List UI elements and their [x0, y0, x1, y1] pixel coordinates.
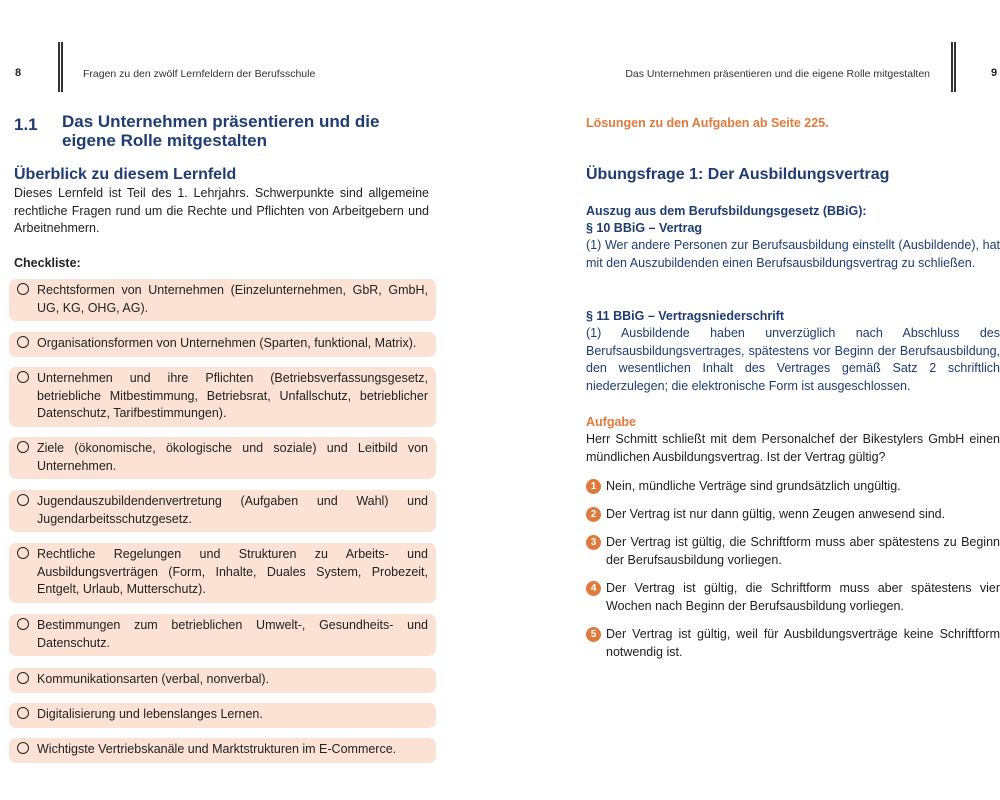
checkbox-circle-icon[interactable]	[17, 441, 29, 453]
overview-text: Dieses Lernfeld ist Teil des 1. Lehrjahrs. Schwerpunkte sind allgemeine rechtliche Fragen rund um die Rechte und Pflichten von Arbeitgebern und Arbeitnehmern.	[14, 186, 429, 235]
option-number-badge: 1	[586, 479, 601, 494]
checklist-item[interactable]	[9, 332, 436, 357]
checkbox-circle-icon[interactable]	[17, 707, 29, 719]
checklist-item[interactable]	[9, 279, 436, 321]
paragraph-10-heading: § 10 BBiG – Vertrag	[586, 221, 703, 235]
question-heading: Übungsfrage 1: Der Ausbildungsvertrag	[586, 166, 890, 183]
option-number-badge: 3	[586, 535, 601, 550]
checklist-item-text: Organisationsformen von Unternehmen (Sparten, funktional, Matrix).	[37, 336, 417, 350]
option-number-badge: 5	[586, 627, 601, 642]
paragraph-11-text: (1) Ausbildende haben unverzüglich nach Abschluss des Berufsausbildungsvertrages, spätestens vor Beginn der Berufsausbildung, den wesentlichen Inhalt des Vertrages gemäß Satz 2 schriftlich niederzulegen; die elektronische Form ist ausgeschlossen.	[586, 326, 1000, 393]
header-divider	[951, 42, 956, 92]
checklist-item[interactable]	[9, 367, 436, 427]
section-title: Das Unternehmen präsentieren und die eigene Rolle mitgestalten	[62, 112, 380, 150]
checklist-item-text: Ziele (ökonomische, ökologische und soziale) und Leitbild von Unternehmen.	[37, 441, 428, 473]
answer-option[interactable]	[586, 506, 1000, 524]
answer-option[interactable]	[586, 478, 1000, 496]
answer-option-text: Der Vertrag ist gültig, weil für Ausbildungsverträge keine Schriftform notwendig ist.	[606, 627, 1000, 659]
checklist-item-text: Unternehmen und ihre Pflichten (Betriebsverfassungsgesetz, betriebliche Mitbestimmung, Betriebsrat, Unfallschutz, betrieblicher Datenschutz, Tarifbestimmungen).	[37, 371, 428, 420]
task-heading: Aufgabe	[586, 415, 636, 429]
solutions-note: Lösungen zu den Aufgaben ab Seite 225.	[586, 116, 829, 130]
checklist-item-text: Bestimmungen zum betrieblichen Umwelt-, Gesundheits- und Datenschutz.	[37, 618, 428, 650]
answer-option[interactable]	[586, 626, 1000, 661]
running-header: Fragen zu den zwölf Lernfeldern der Berufsschule	[83, 68, 316, 80]
checklist-item[interactable]	[9, 668, 436, 693]
checkbox-circle-icon[interactable]	[17, 547, 29, 559]
checkbox-circle-icon[interactable]	[17, 618, 29, 630]
checklist-label: Checkliste:	[14, 256, 81, 270]
checklist-item[interactable]	[9, 437, 436, 479]
page-number: 8	[15, 67, 22, 79]
paragraph-10-text: (1) Wer andere Personen zur Berufsausbildung einstellt (Ausbildende), hat mit den Auszubildenden einen Berufsausbildungsvertrag zu schließen.	[586, 238, 1000, 270]
checklist-item-text: Wichtigste Vertriebskanäle und Marktstrukturen im E-Commerce.	[37, 742, 397, 756]
answer-option-text: Der Vertrag ist gültig, die Schriftform muss aber spätestens vier Wochen nach Beginn der Berufsausbildung vorliegen.	[606, 581, 1000, 613]
checklist-item[interactable]	[9, 614, 436, 656]
option-number-badge: 2	[586, 507, 601, 522]
checklist-item-text: Kommunikationsarten (verbal, nonverbal).	[37, 672, 270, 686]
checkbox-circle-icon[interactable]	[17, 742, 29, 754]
right-page	[500, 0, 1000, 800]
checklist-item-text: Digitalisierung und lebenslanges Lernen.	[37, 707, 263, 721]
section-number: 1.1	[14, 115, 38, 134]
task-text: Herr Schmitt schließt mit dem Personalchef der Bikestylers GmbH einen mündlichen Ausbildungsvertrag. Ist der Vertrag gültig?	[586, 432, 1000, 464]
checklist-item-text: Jugendauszubildendenvertretung (Aufgaben und Wahl) und Jugendarbeitsschutzgesetz.	[37, 494, 428, 526]
running-header: Das Unternehmen präsentieren und die eigene Rolle mitgestalten	[625, 68, 930, 80]
paragraph-11-heading: § 11 BBiG – Vertragsniederschrift	[586, 309, 785, 323]
excerpt-heading: Auszug aus dem Berufsbildungsgesetz (BBiG):	[586, 204, 867, 218]
checklist-item[interactable]	[9, 738, 436, 763]
checkbox-circle-icon[interactable]	[17, 336, 29, 348]
overview-heading: Überblick zu diesem Lernfeld	[14, 166, 237, 183]
answer-option-text: Der Vertrag ist gültig, die Schriftform muss aber spätestens zu Beginn der Berufsausbildung vorliegen.	[606, 535, 1000, 567]
checkbox-circle-icon[interactable]	[17, 672, 29, 684]
header-divider	[58, 42, 63, 92]
option-number-badge: 4	[586, 581, 601, 596]
checkbox-circle-icon[interactable]	[17, 371, 29, 383]
checkbox-circle-icon[interactable]	[17, 494, 29, 506]
checkbox-circle-icon[interactable]	[17, 283, 29, 295]
checklist-item[interactable]	[9, 490, 436, 532]
checklist-item-text: Rechtsformen von Unternehmen (Einzelunternehmen, GbR, GmbH, UG, KG, OHG, AG).	[37, 283, 428, 315]
answer-option-text: Nein, mündliche Verträge sind grundsätzlich ungültig.	[606, 479, 901, 493]
checklist-item-text: Rechtliche Regelungen und Strukturen zu Arbeits- und Ausbildungsverträgen (Form, Inhalte, Duales System, Probezeit, Entgelt, Urlaub, Mutterschutz).	[37, 547, 428, 596]
answer-option[interactable]	[586, 534, 1000, 569]
checklist-item[interactable]	[9, 543, 436, 603]
answer-option[interactable]	[586, 580, 1000, 615]
answer-option-text: Der Vertrag ist nur dann gültig, wenn Zeugen anwesend sind.	[606, 507, 946, 521]
checklist-item[interactable]	[9, 703, 436, 728]
page-number: 9	[991, 67, 998, 79]
